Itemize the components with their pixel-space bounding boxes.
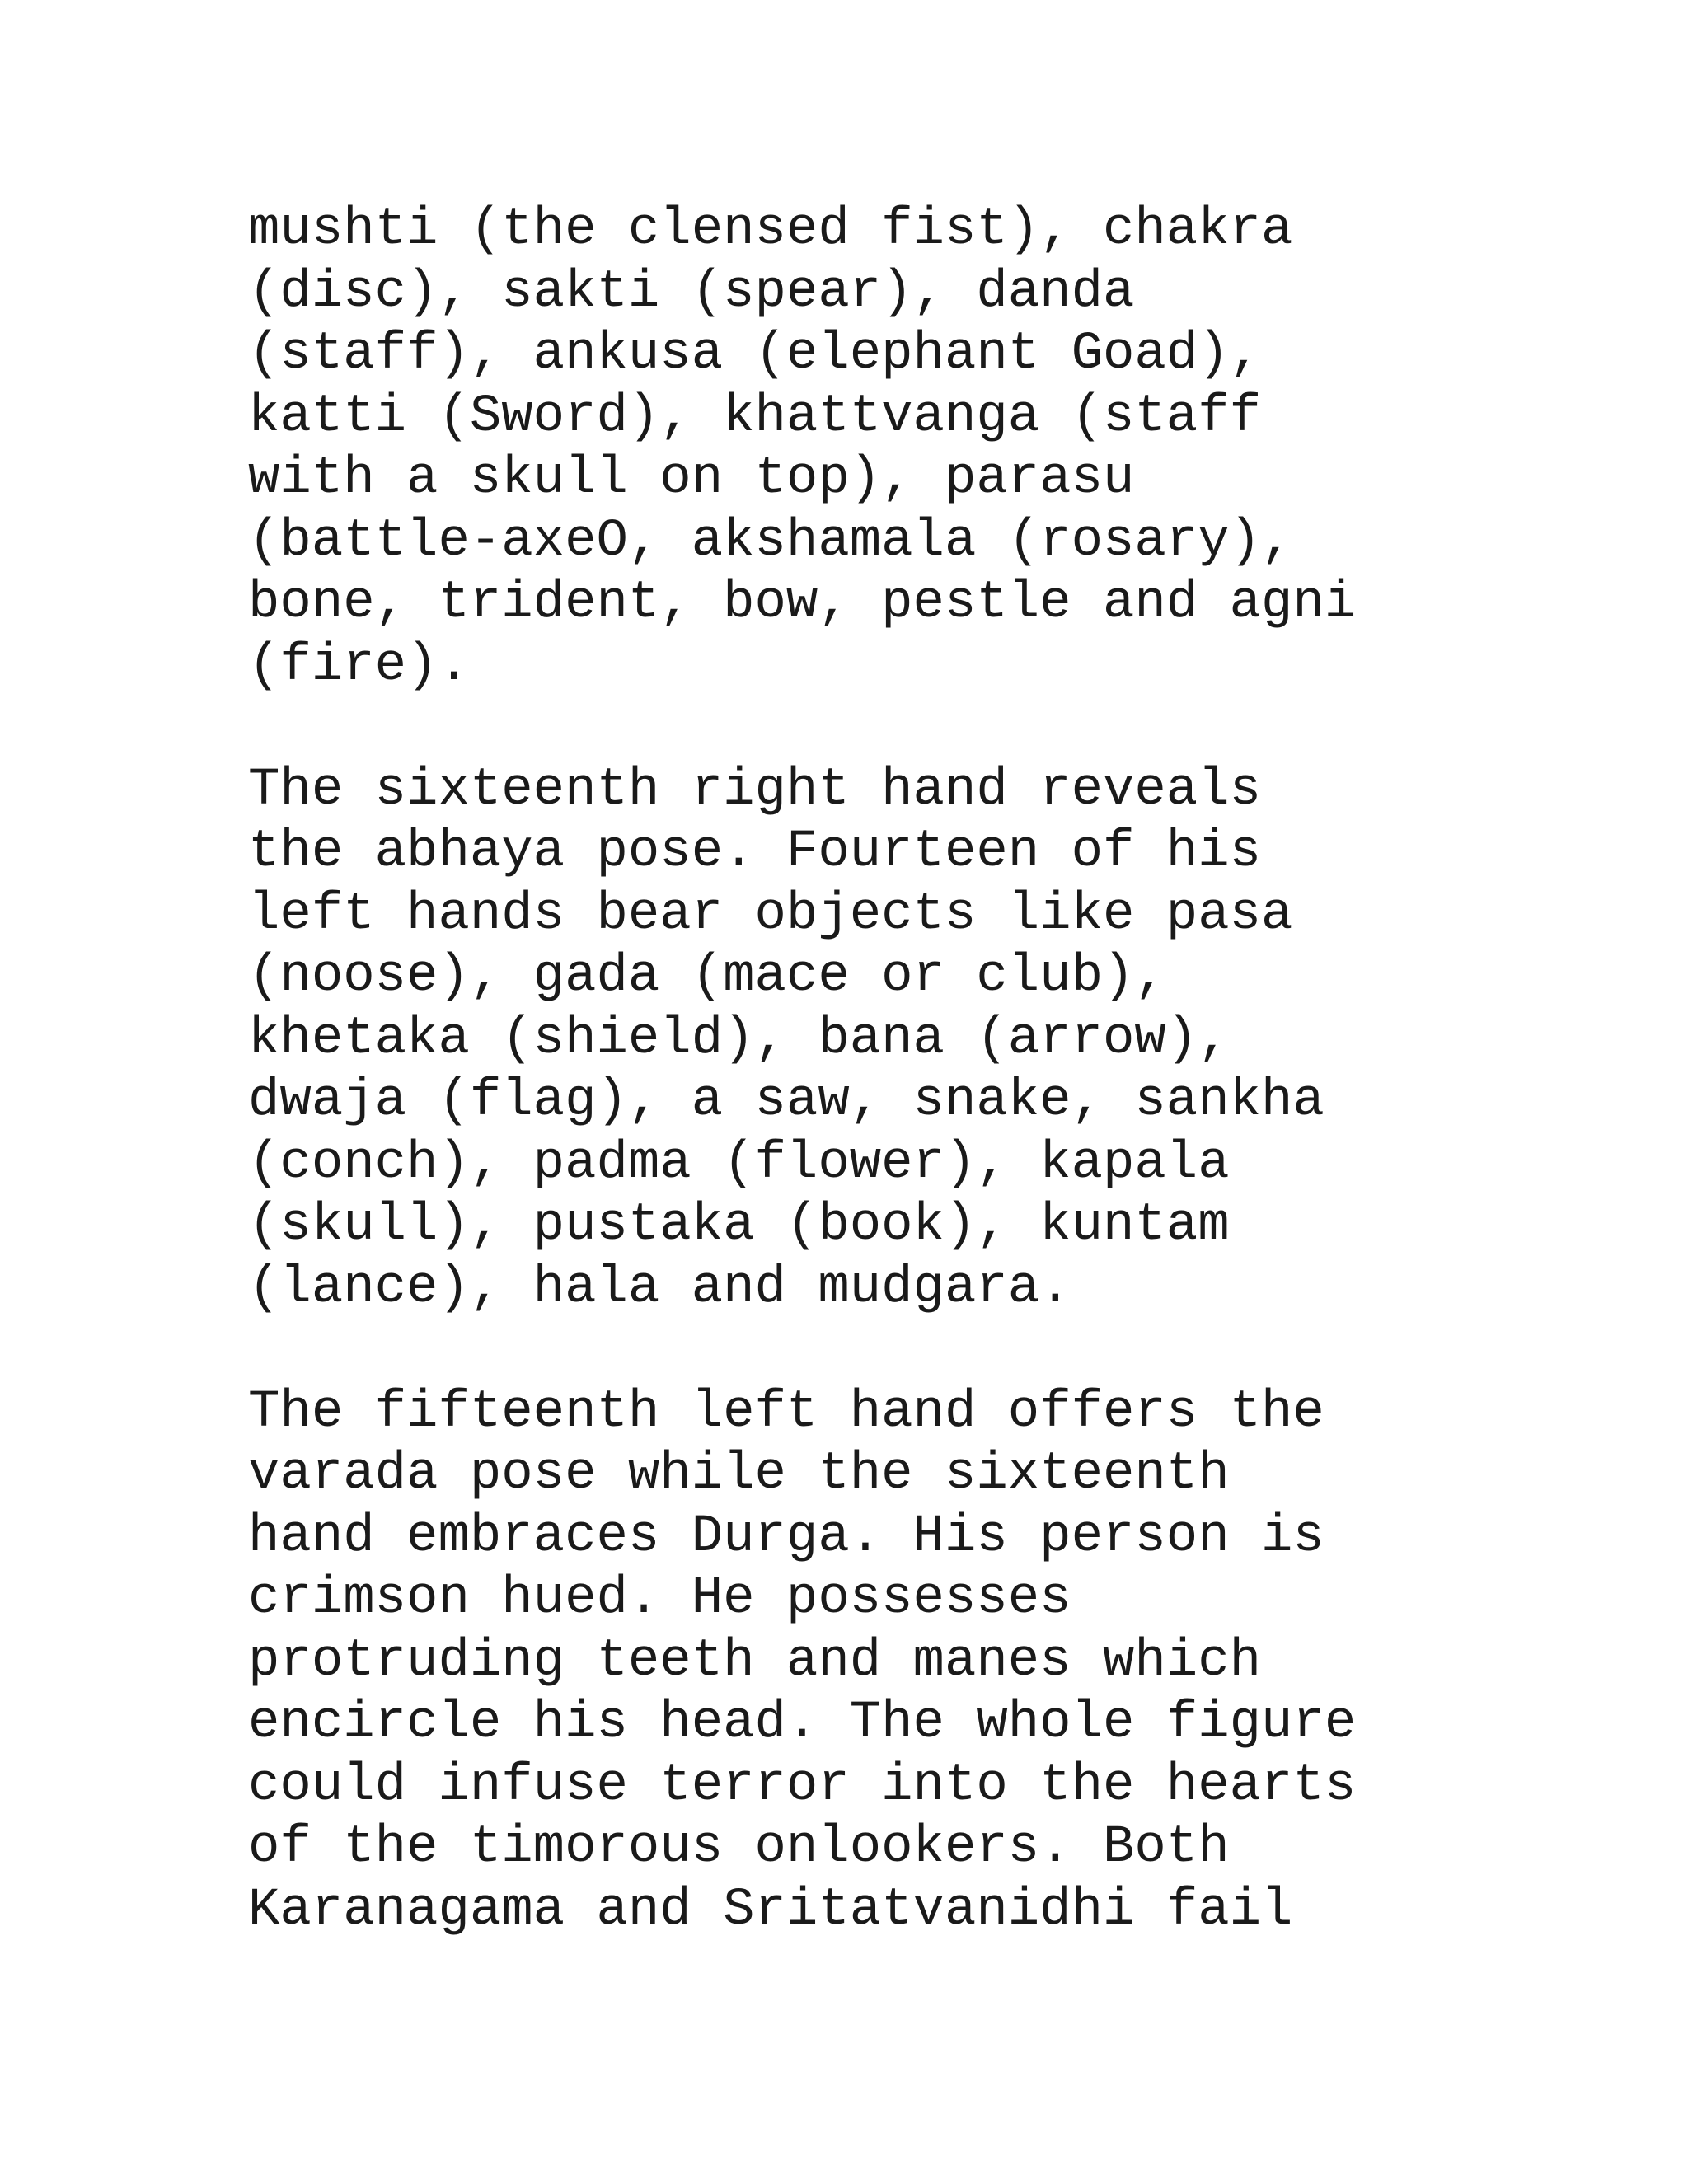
text-line: Karanagama and Sritatvanidhi fail (248, 1880, 1293, 1940)
paragraph-spacer (248, 1319, 1451, 1382)
text-line: (fire). (248, 635, 470, 696)
paragraph-1 (248, 199, 1451, 697)
text-line: (staff), ankusa (elephant Goad), (248, 325, 1261, 384)
text-line: of the timorous onlookers. Both (248, 1818, 1230, 1877)
text-line: (noose), gada (mace or club), (248, 947, 1166, 1006)
text-line: (battle-axeO, akshamala (rosary), (248, 511, 1293, 571)
text-line: protruding teeth and manes which (248, 1631, 1261, 1691)
text-line: could infuse terror into the hearts (248, 1755, 1357, 1816)
text-line: bone, trident, bow, pestle and agni (248, 574, 1357, 633)
text-line: (skull), pustaka (book), kuntam (248, 1196, 1230, 1255)
paragraph-2 (248, 760, 1451, 1320)
text-line: varada pose while the sixteenth (248, 1445, 1230, 1504)
paragraph-3 (248, 1382, 1451, 1943)
text-line: encircle his head. The whole figure (248, 1694, 1357, 1753)
text-line: khetaka (shield), bana (arrow), (248, 1009, 1230, 1069)
text-line: (lance), hala and mudgara. (248, 1258, 1071, 1318)
text-line: mushti (the clensed fist), chakra (248, 200, 1293, 260)
paragraph-spacer (248, 697, 1451, 760)
text-line: left hands bear objects like pasa (248, 884, 1293, 944)
text-line: (conch), padma (flower), kapala (248, 1133, 1230, 1193)
text-line: The sixteenth right hand reveals (248, 760, 1261, 820)
text-line: (disc), sakti (spear), danda (248, 262, 1135, 322)
text-line: the abhaya pose. Fourteen of his (248, 823, 1261, 882)
text-line: hand embraces Durga. His person is (248, 1507, 1325, 1567)
body-text (248, 199, 1451, 1942)
text-line: with a skull on top), parasu (248, 449, 1135, 509)
text-line: katti (Sword), khattvanga (staff (248, 387, 1261, 447)
text-line: dwaja (flag), a saw, snake, sankha (248, 1071, 1325, 1131)
text-line: The fifteenth left hand offers the (248, 1382, 1325, 1442)
text-line: crimson hued. He possesses (248, 1569, 1071, 1629)
